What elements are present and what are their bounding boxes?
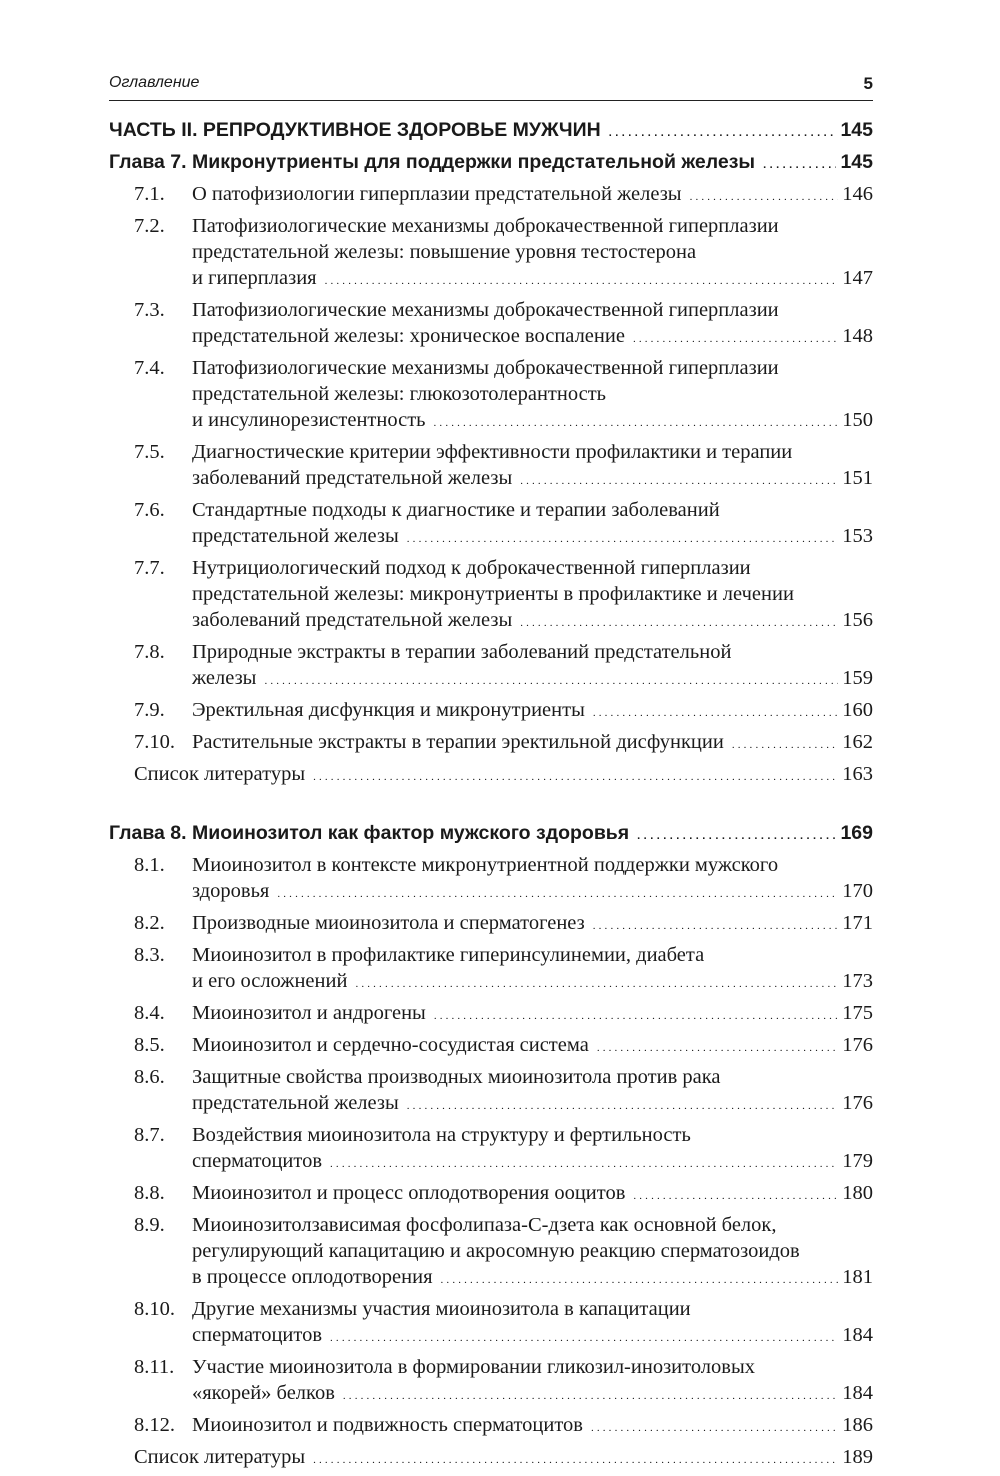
section-page: 181 [842, 1266, 873, 1288]
section-title-line: Стандартные подходы к диагностике и терапии заболеваний [192, 499, 720, 521]
toc-entry[interactable] [109, 1212, 873, 1293]
section-title-line: Другие механизмы участия миоинозитола в капацитации [192, 1298, 691, 1320]
section-page: 153 [842, 525, 873, 547]
section-page: 148 [842, 325, 873, 347]
section-page: 184 [842, 1382, 873, 1404]
section-title-line: Производные миоинозитола и сперматогенез [192, 912, 585, 934]
references-page: 189 [842, 1446, 873, 1468]
section-number: 8.11. [134, 1356, 175, 1378]
section-page: 162 [842, 731, 873, 753]
section-title-line: заболеваний предстательной железы [192, 467, 513, 489]
section-page: 147 [842, 267, 873, 289]
toc-entry[interactable] [109, 910, 873, 939]
chapter-7-page: 145 [840, 151, 873, 173]
running-header [109, 72, 873, 101]
section-title-line: предстательной железы: микронутриенты в профилактике и лечении [192, 583, 794, 605]
page-number: 5 [863, 74, 873, 93]
section-number: 8.6. [134, 1066, 165, 1088]
section-page: 160 [842, 699, 873, 721]
section-title-line: Участие миоинозитола в формировании гликозил-инозитоловых [192, 1356, 755, 1378]
section-number: 7.8. [134, 641, 165, 663]
section-number: 8.5. [134, 1034, 165, 1056]
section-title-line: сперматоцитов [192, 1324, 323, 1346]
toc-entry[interactable] [109, 497, 873, 552]
chapter-8-sections [109, 852, 873, 1441]
section-page: 156 [842, 609, 873, 631]
chapter-7-heading[interactable] [109, 149, 873, 178]
section-number: 7.9. [134, 699, 165, 721]
section-title-line: Миоинозитол и процесс оплодотворения ооцитов [192, 1182, 626, 1204]
chapter-7-sections [109, 181, 873, 758]
section-page: 180 [842, 1182, 873, 1204]
toc-entry[interactable] [109, 1064, 873, 1119]
section-title-line: О патофизиологии гиперплазии предстательной железы [192, 183, 682, 205]
chapter-7-references[interactable] [109, 761, 873, 790]
section-title-line: в процессе оплодотворения [192, 1266, 433, 1288]
part-title: ЧАСТЬ II. РЕПРОДУКТИВНОЕ ЗДОРОВЬЕ МУЖЧИН [109, 119, 601, 141]
section-page: 170 [842, 880, 873, 902]
toc-entry[interactable] [109, 355, 873, 436]
toc-entry[interactable] [109, 1032, 873, 1061]
toc-entry[interactable] [109, 852, 873, 907]
chapter-8-page: 169 [840, 822, 873, 844]
section-title-line: предстательной железы: повышение уровня тестостерона [192, 241, 697, 263]
section-title-line: заболеваний предстательной железы [192, 609, 513, 631]
section-page: 171 [842, 912, 873, 934]
section-page: 186 [842, 1414, 873, 1436]
toc-entry[interactable] [109, 181, 873, 210]
section-number: 7.5. [134, 441, 165, 463]
part-page: 145 [840, 119, 873, 141]
section-title-line: Патофизиологические механизмы доброкачественной гиперплазии [192, 357, 779, 379]
section-title-line: Природные экстракты в терапии заболеваний предстательной [192, 641, 732, 663]
section-title-line: Защитные свойства производных миоинозитола против рака [192, 1066, 721, 1088]
section-number: 8.8. [134, 1182, 165, 1204]
section-number: 7.7. [134, 557, 165, 579]
toc-entry[interactable] [109, 1412, 873, 1441]
section-title-line: Эректильная дисфункция и микронутриенты [192, 699, 585, 721]
section-number: 8.1. [134, 854, 165, 876]
chapter-8-title: Глава 8. Миоинозитол как фактор мужского здоровья [109, 822, 630, 844]
section-title-line: Миоинозитол в профилактике гиперинсулинемии, диабета [192, 944, 705, 966]
toc-entry[interactable] [109, 1122, 873, 1177]
section-number: 7.10. [134, 731, 175, 753]
toc-entry[interactable] [109, 697, 873, 726]
section-number: 8.7. [134, 1124, 165, 1146]
section-page: 150 [842, 409, 873, 431]
section-number: 8.3. [134, 944, 165, 966]
toc-entry[interactable] [109, 639, 873, 694]
section-title-line: Патофизиологические механизмы доброкачественной гиперплазии [192, 299, 779, 321]
section-number: 8.4. [134, 1002, 165, 1024]
running-title: Оглавление [109, 74, 200, 91]
section-number: 7.1. [134, 183, 165, 205]
section-title-line: Диагностические критерии эффективности профилактики и терапии [192, 441, 793, 463]
section-title-line: предстательной железы [192, 525, 399, 547]
references-page: 163 [842, 763, 873, 785]
section-page: 179 [842, 1150, 873, 1172]
section-number: 7.4. [134, 357, 165, 379]
section-title-line: Миоинозитол и подвижность сперматоцитов [192, 1414, 583, 1436]
section-title-line: регулирующий капацитацию и акросомную реакцию сперматозоидов [192, 1240, 800, 1262]
section-page: 146 [842, 183, 873, 205]
section-number: 8.10. [134, 1298, 175, 1320]
section-number: 7.6. [134, 499, 165, 521]
section-title-line: Патофизиологические механизмы доброкачественной гиперплазии [192, 215, 779, 237]
chapter-8-heading[interactable] [109, 820, 873, 849]
part-heading[interactable] [109, 117, 873, 146]
section-title-line: и инсулинорезистентность [192, 409, 426, 431]
section-title-line: предстательной железы: хроническое воспаление [192, 325, 625, 347]
toc-entry[interactable] [109, 1354, 873, 1409]
toc-entry[interactable] [109, 729, 873, 758]
section-page: 184 [842, 1324, 873, 1346]
section-title-line: Миоинозитол и сердечно-сосудистая система [192, 1034, 589, 1056]
section-title-line: Миоинозитол в контексте микронутриентной поддержки мужского [192, 854, 779, 876]
section-number: 8.9. [134, 1214, 165, 1236]
references-label: Список литературы [134, 763, 306, 785]
section-page: 151 [842, 467, 873, 489]
chapter-7-title: Глава 7. Микронутриенты для поддержки предстательной железы [109, 151, 756, 173]
toc-entry[interactable] [109, 1296, 873, 1351]
section-title-line: предстательной железы: глюкозотолерантность [192, 383, 607, 405]
section-number: 8.12. [134, 1414, 175, 1436]
section-title-line: Миоинозитол и андрогены [192, 1002, 426, 1024]
chapter-8-references[interactable] [109, 1444, 873, 1473]
section-title-line: сперматоцитов [192, 1150, 323, 1172]
references-label: Список литературы [134, 1446, 306, 1468]
toc-entry[interactable] [109, 297, 873, 352]
section-number: 7.2. [134, 215, 165, 237]
toc-entry[interactable] [109, 942, 873, 997]
section-page: 176 [842, 1034, 873, 1056]
toc-entry[interactable] [109, 555, 873, 636]
section-title-line: железы [192, 667, 257, 689]
toc-entry[interactable] [109, 1000, 873, 1029]
section-title-line: Миоинозитолзависимая фосфолипаза-С-дзета как основной белок, [192, 1214, 777, 1236]
toc-entry[interactable] [109, 439, 873, 494]
section-title-line: предстательной железы [192, 1092, 399, 1114]
section-number: 7.3. [134, 299, 165, 321]
section-title-line: и гиперплазия [192, 267, 317, 289]
toc-entry[interactable] [109, 1180, 873, 1209]
section-title-line: Нутрициологический подход к доброкачественной гиперплазии [192, 557, 751, 579]
section-number: 8.2. [134, 912, 165, 934]
section-page: 175 [842, 1002, 873, 1024]
toc-entry[interactable] [109, 213, 873, 294]
section-title-line: и его осложнений [192, 970, 348, 992]
section-title-line: Воздействия миоинозитола на структуру и фертильность [192, 1124, 691, 1146]
section-page: 159 [842, 667, 873, 689]
section-title-line: здоровья [192, 880, 270, 902]
section-title-line: «якорей» белков [192, 1382, 335, 1404]
table-of-contents [109, 114, 873, 1476]
section-page: 176 [842, 1092, 873, 1114]
section-page: 173 [842, 970, 873, 992]
section-title-line: Растительные экстракты в терапии эректильной дисфункции [192, 731, 724, 753]
